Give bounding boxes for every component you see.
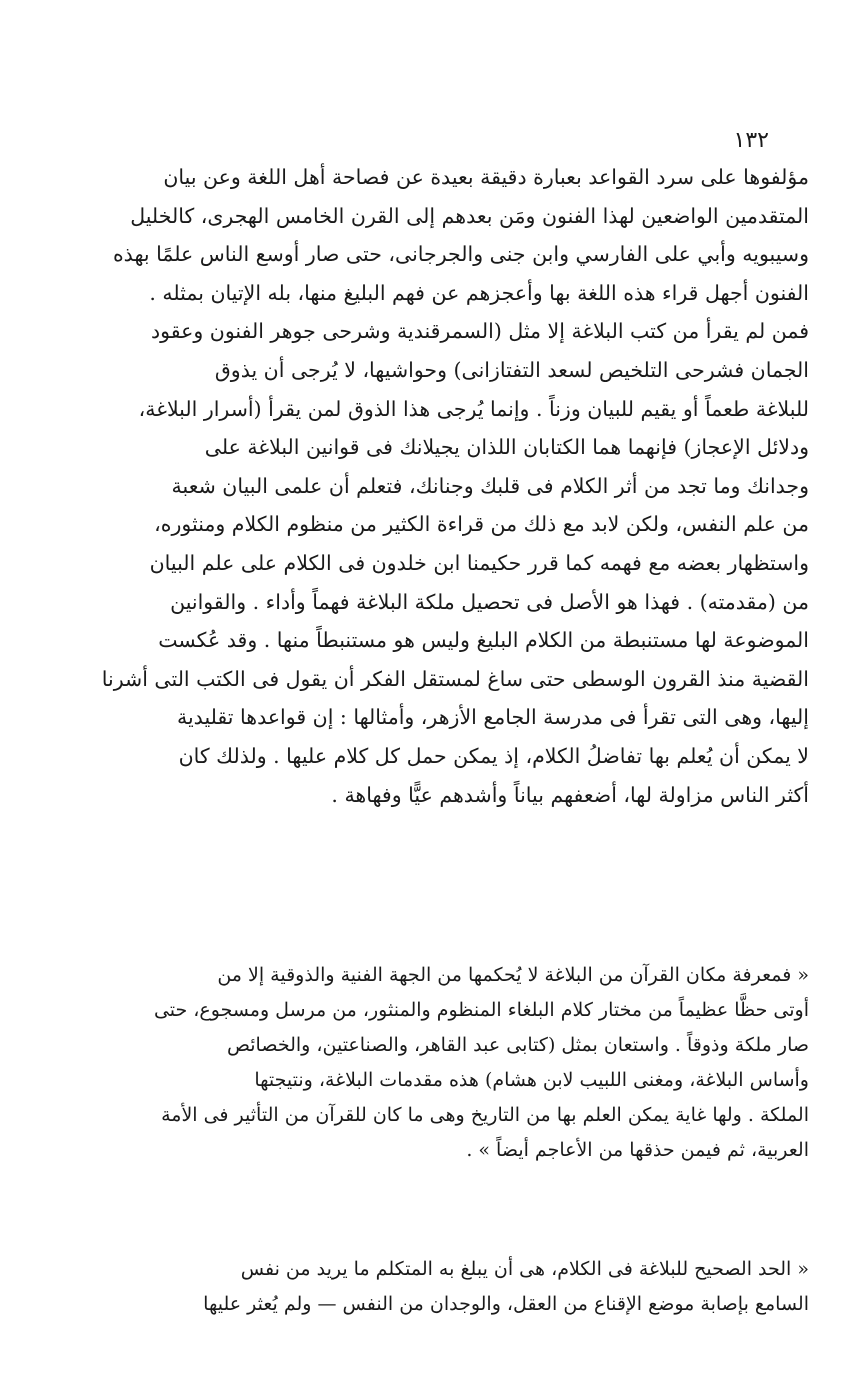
text-line: أكثر الناس مزاولة لها، أضعفهم بياناً وأشدهم عيًّا وفهاهة . bbox=[331, 782, 809, 807]
text-line: واستظهار بعضه مع فهمه كما قرر حكيمنا ابن خلدون فى الكلام على علم البيان bbox=[149, 550, 809, 575]
page-number: ١٣٢ bbox=[733, 128, 769, 153]
quote-paragraph-1 bbox=[42, 958, 809, 1168]
text-line: القضية منذ القرون الوسطى حتى ساغ لمستقل الفكر أن يقول فى الكتب التى أشرنا bbox=[101, 666, 809, 691]
text-line: من علم النفس، ولكن لابد مع ذلك من قراءة الكثير من منظوم الكلام ومنثوره، bbox=[154, 512, 809, 537]
text-line: للبلاغة طعماً أو يقيم للبيان وزناً . وإنما يُرجى هذا الذوق لمن يقرأ (أسرار البلاغة، bbox=[138, 396, 809, 421]
text-line: المتقدمين الواضعين لهذا الفنون ومَن بعدهم إلى القرن الخامس الهجرى، كالخليل bbox=[130, 203, 809, 228]
text-line: أوتى حظًّا عظيماً من مختار كلام البلغاء المنظوم والمنثور، من مرسل ومسجوع، حتى bbox=[153, 999, 809, 1021]
text-line: الموضوعة لها مستنبطة من الكلام البليغ وليس هو مستنبطاً منها . وقد عُكست bbox=[158, 628, 809, 653]
text-line: « فمعرفة مكان القرآن من البلاغة لا يُحكمها من الجهة الفنية والذوقية إلا من bbox=[217, 964, 809, 986]
text-line: فمن لم يقرأ من كتب البلاغة إلا مثل (السمرقندية وشرحى جوهر الفنون وعقود bbox=[151, 319, 809, 344]
text-line: وجدانك وما تجد من أثر الكلام فى قلبك وجنانك، فتعلم أن علمى البيان شعبة bbox=[171, 473, 809, 498]
text-line: الفنون أجهل قراء هذه اللغة بها وأعجزهم عن فهم البليغ منها، بله الإتيان بمثله . bbox=[149, 280, 809, 305]
text-line: الجمان فشرحى التلخيص لسعد التفتازانى) وحواشيها، لا يُرجى أن يذوق bbox=[214, 357, 809, 382]
main-paragraph bbox=[42, 158, 809, 814]
text-line: وسيبويه وأبي على الفارسي وابن جنى والجرجانى، حتى صار أوسع الناس علمًا بهذه bbox=[112, 242, 809, 267]
quote-paragraph-2 bbox=[42, 1252, 809, 1322]
text-line: إليها، وهى التى تقرأ فى مدرسة الجامع الأزهر، وأمثالها : إن قواعدها تقليدية bbox=[176, 705, 809, 730]
text-line: ودلائل الإعجاز) فإنهما هما الكتابان اللذان يجيلانك فى قوانين البلاغة على bbox=[204, 435, 809, 460]
text-line: الملكة . ولها غاية يمكن العلم بها من التاريخ وهى ما كان للقرآن من التأثير فى الأمة bbox=[161, 1104, 809, 1126]
text-line: لا يمكن أن يُعلم بها تفاضلُ الكلام، إذ يمكن حمل كل كلام عليها . ولذلك كان bbox=[178, 743, 809, 768]
text-line: مؤلفوها على سرد القواعد بعبارة دقيقة بعيدة عن فصاحة أهل اللغة وعن بيان bbox=[163, 165, 809, 189]
text-line: العربية، ثم فيمن حذقها من الأعاجم أيضاً » . bbox=[466, 1139, 809, 1161]
text-line: وأساس البلاغة، ومغنى اللبيب لابن هشام) هذه مقدمات البلاغة، ونتيجتها bbox=[254, 1069, 809, 1091]
text-line: السامع بإصابة موضع الإقناع من العقل، والوجدان من النفس — ولم يُعثر عليها bbox=[203, 1293, 809, 1315]
text-line: من (مقدمته) . فهذا هو الأصل فى تحصيل ملكة البلاغة فهماً وأداء . والقوانين bbox=[170, 589, 809, 614]
text-line: « الحد الصحيح للبلاغة فى الكلام، هى أن يبلغ به المتكلم ما يريد من نفس bbox=[240, 1258, 809, 1280]
text-line: صار ملكة وذوقاً . واستعان بمثل (كتابى عبد القاهر، والصناعتين، والخصائص bbox=[226, 1034, 809, 1056]
